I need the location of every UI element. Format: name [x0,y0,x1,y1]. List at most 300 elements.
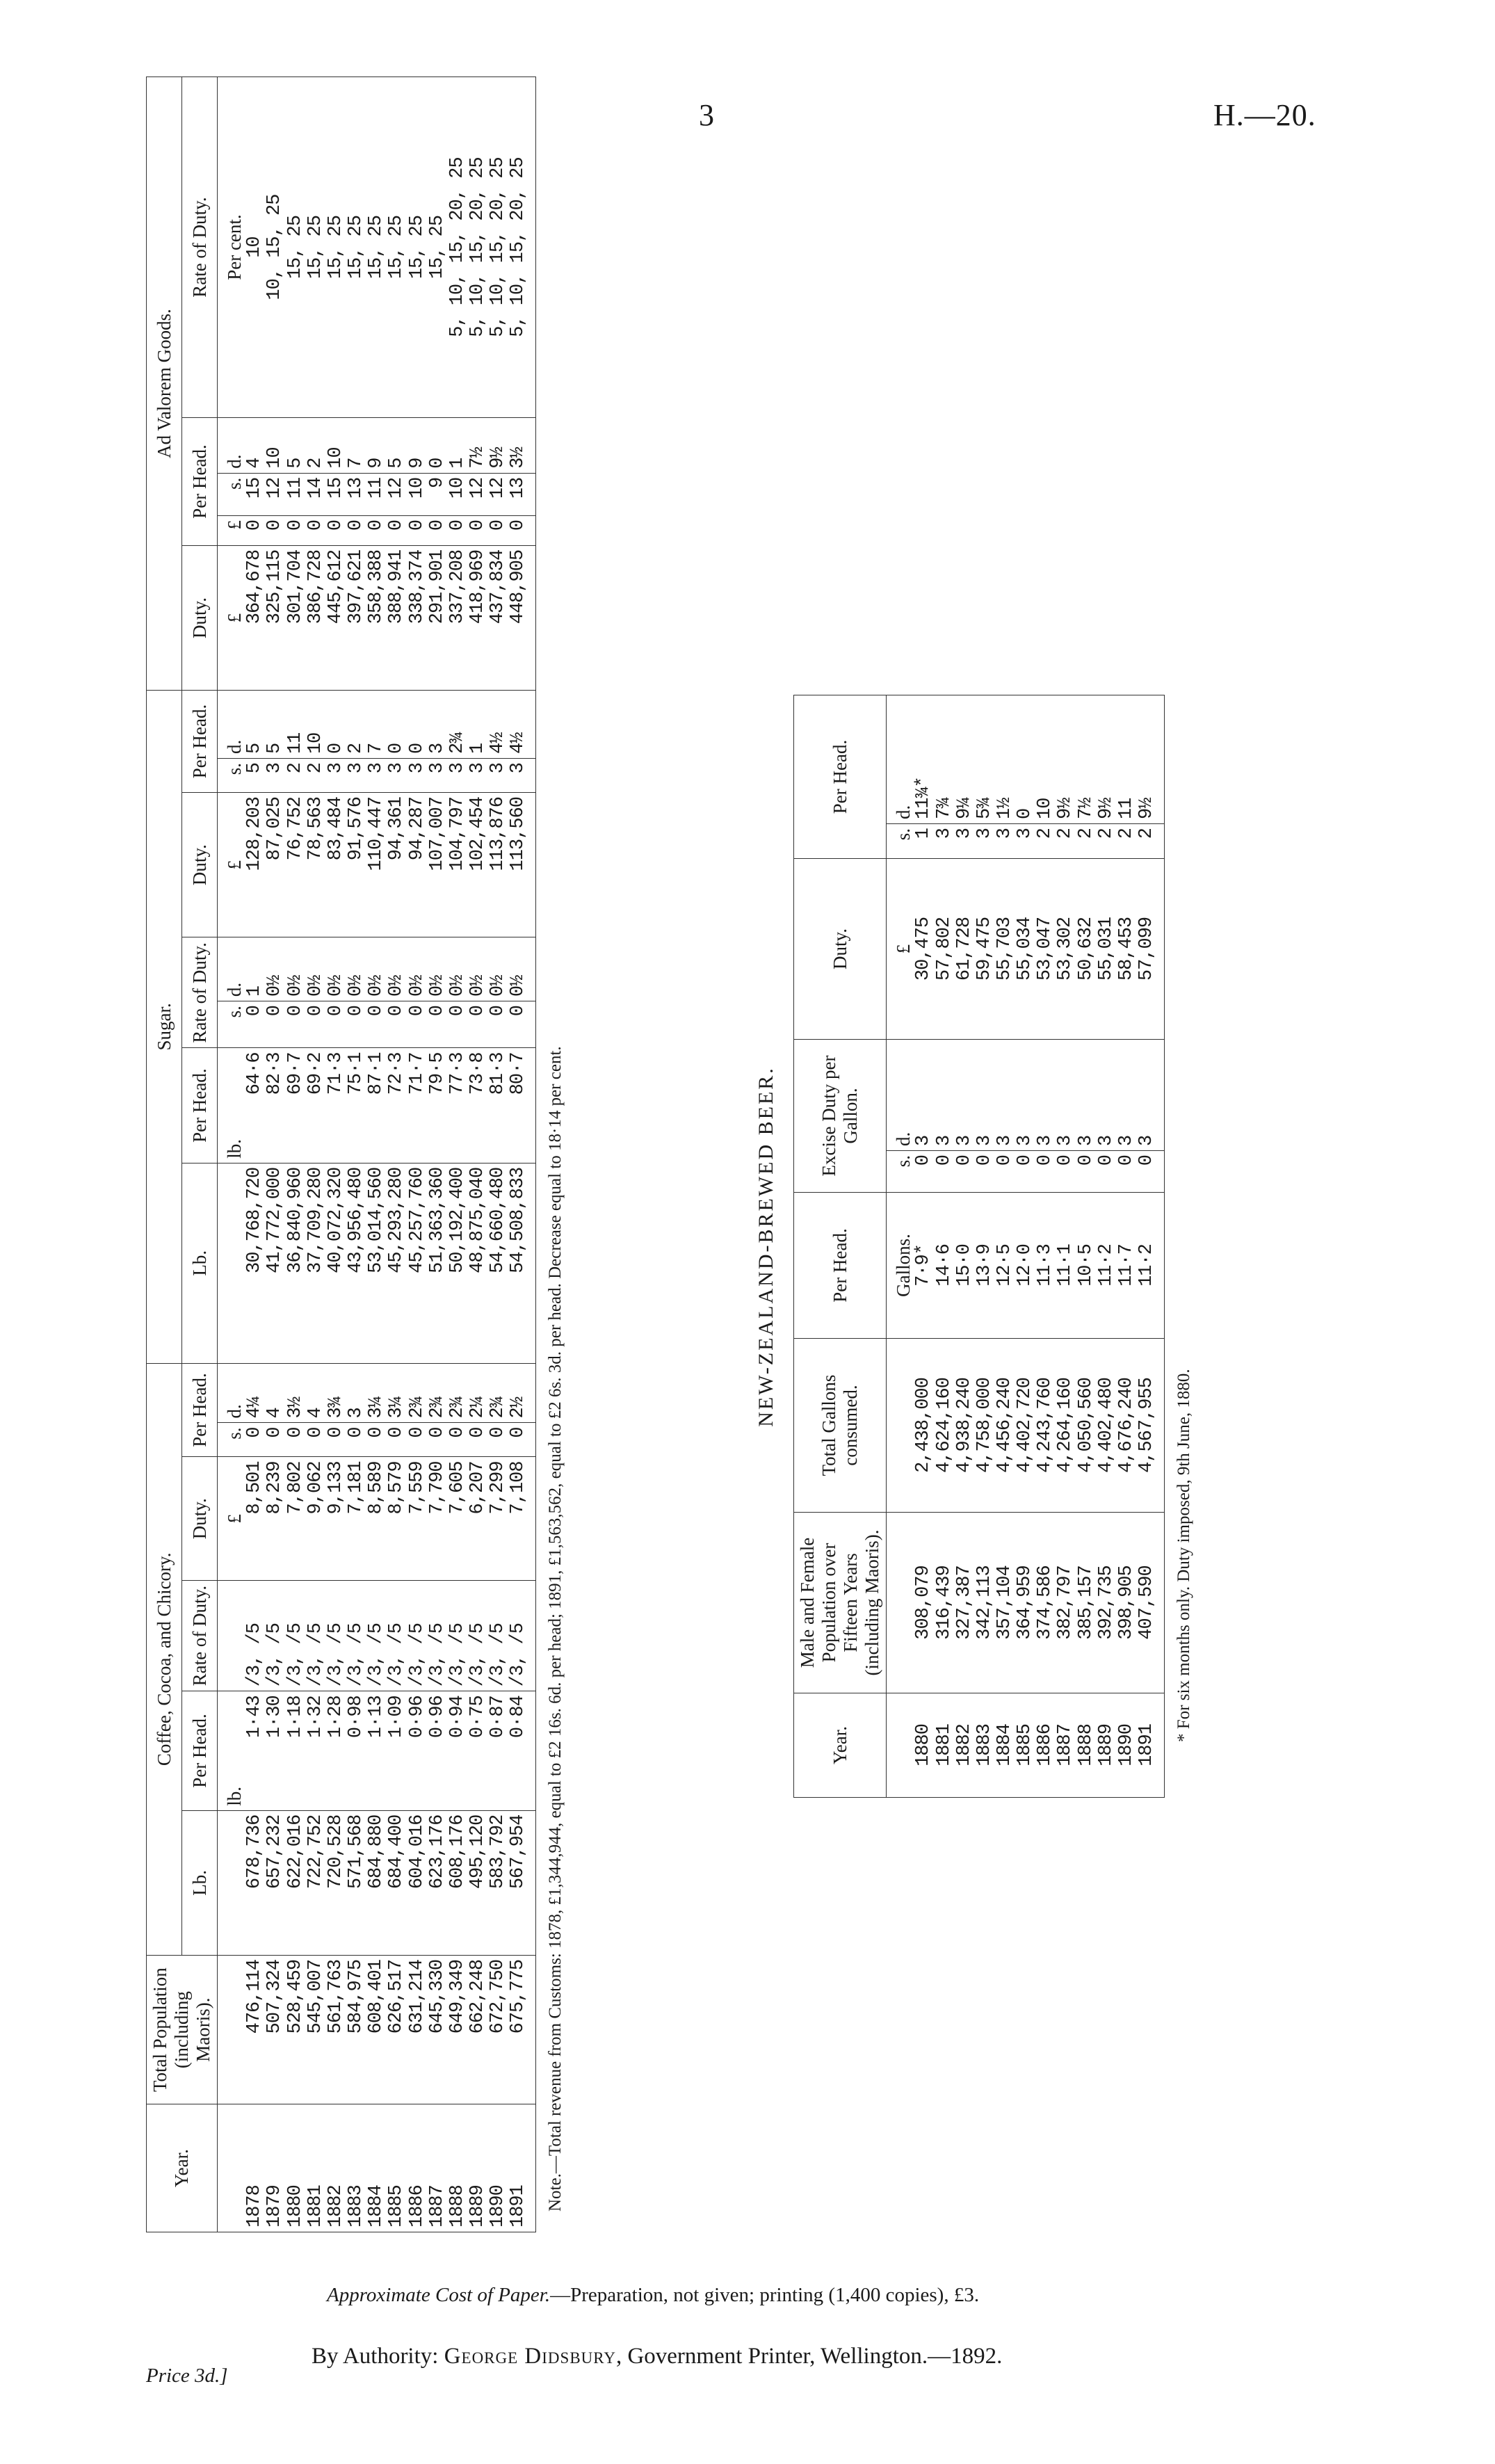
cell-coffee-duty: 8,589 [366,1457,387,1581]
cell-coffee-per-head: 1·30 [265,1691,285,1810]
cell-population: 662,248 [468,1955,488,2104]
cell-sugar-per-head: 87·1 [366,1048,387,1163]
cell-sugar-duty: 102,454 [468,793,488,937]
cell-sugar-rate-s: 0 [407,1001,428,1048]
table-row [935,695,955,1798]
printer-name: George Didsbury [444,2344,616,2369]
cell-beer-per-head: 11·3 [1035,1193,1056,1339]
table-row [1076,695,1097,1798]
cell-coffee-lb: 571,568 [346,1810,366,1955]
cell-adval-rate: 5, 10, 15, 20, 25 [488,77,508,418]
cell-coffee-per-head-d: 4 [265,1363,285,1423]
cell-sugar-duty: 110,447 [366,793,387,937]
table-row [488,77,508,2232]
cell-coffee-per-head: 0·75 [468,1691,488,1810]
cell-sugar-duty: 94,287 [407,793,428,937]
cell-coffee-rate: /3, /5 [306,1581,326,1691]
cell-beer-population: 327,387 [955,1513,975,1693]
cell-coffee-lb: 622,016 [286,1810,306,1955]
cell-beer-duty-per-head-s: 2 [1137,824,1165,859]
cell-adval-per-head-pound: 0 [488,515,508,545]
cell-beer-excise-d: 3 [1117,1040,1137,1151]
unit-pound: £ [218,1457,245,1581]
cell-coffee-per-head-d: 2½ [508,1363,536,1423]
unit-d: d. [218,937,245,1001]
cell-coffee-duty: 7,802 [286,1457,306,1581]
table-row [265,77,285,2232]
cell-adval-per-head-d: 7½ [468,418,488,474]
cell-adval-per-head-s: 12 [468,473,488,515]
cell-coffee-duty: 7,299 [488,1457,508,1581]
cell-sugar-per-head-d: 10 [306,691,326,759]
cell-coffee-duty: 7,790 [428,1457,448,1581]
cell-sugar-duty: 104,797 [448,793,468,937]
cell-beer-year: 1880 [914,1693,934,1798]
cell-adval-per-head-pound: 0 [407,515,428,545]
cell-adval-per-head-d: 9 [366,418,387,474]
cell-beer-duty: 53,047 [1035,859,1056,1040]
cell-adval-per-head-d: 5 [387,418,407,474]
cell-sugar-rate-d: 1 [245,937,265,1001]
cell-adval-duty: 338,374 [407,545,428,690]
cell-sugar-per-head-s: 3 [265,759,285,793]
table-row [286,77,306,2232]
cell-beer-per-head: 11·2 [1137,1193,1165,1339]
cell-sugar-per-head-d: 5 [265,691,285,759]
cell-sugar-rate-d: 0½ [407,937,428,1001]
cell-coffee-duty: 8,501 [245,1457,265,1581]
cell-sugar-per-head-d: 3 [428,691,448,759]
cell-sugar-rate-d: 0½ [428,937,448,1001]
cell-adval-per-head-d: 10 [265,418,285,474]
cell-adval-per-head-pound: 0 [366,515,387,545]
cell-sugar-rate-d: 0½ [326,937,346,1001]
cell-beer-gallons: 4,676,240 [1117,1339,1137,1513]
cell-sugar-per-head: 75·1 [346,1048,366,1163]
cell-year: 1891 [508,2104,536,2232]
cell-adval-per-head-d: 0 [428,418,448,474]
cell-adval-duty: 364,678 [245,545,265,690]
unit-gallons: Gallons. [887,1193,914,1339]
cell-coffee-per-head-d: 2¼ [468,1363,488,1423]
cell-year: 1890 [488,2104,508,2232]
col-sugar-rate: Rate of Duty. [182,937,218,1048]
cell-adval-duty: 301,704 [286,545,306,690]
cell-year: 1887 [428,2104,448,2232]
cell-beer-excise-d: 3 [1035,1040,1056,1151]
cell-coffee-per-head: 0·87 [488,1691,508,1810]
cell-adval-per-head-d: 4 [245,418,265,474]
table-row [346,77,366,2232]
cell-coffee-per-head-s: 0 [346,1423,366,1457]
cell-beer-excise-d: 3 [975,1040,995,1151]
cell-coffee-per-head: 1·09 [387,1691,407,1810]
cell-coffee-rate: /3, /5 [428,1581,448,1691]
cell-sugar-rate-s: 0 [265,1001,285,1048]
cell-sugar-per-head-s: 3 [428,759,448,793]
cell-coffee-per-head-s: 0 [508,1423,536,1457]
cell-beer-duty: 58,453 [1117,859,1137,1040]
table-row [975,695,995,1798]
cell-sugar-rate-d: 0½ [448,937,468,1001]
cell-coffee-per-head: 0·94 [448,1691,468,1810]
unit-lb: lb. [218,1691,245,1810]
cell-coffee-duty: 8,579 [387,1457,407,1581]
cell-sugar-per-head: 69·7 [286,1048,306,1163]
cell-beer-year: 1887 [1056,1693,1076,1798]
cell-coffee-per-head: 1·28 [326,1691,346,1810]
group-sugar: Sugar. [147,691,182,1364]
cell-sugar-per-head-d: 2 [346,691,366,759]
cell-adval-per-head-pound: 0 [387,515,407,545]
cell-beer-duty: 61,728 [955,859,975,1040]
col-sugar-per-head: Per Head. [182,1048,218,1163]
col-coffee-duty: Duty. [182,1457,218,1581]
cell-sugar-rate-d: 0½ [508,937,536,1001]
cell-adval-rate: 5, 10, 15, 20, 25 [448,77,468,418]
cell-beer-gallons: 4,938,240 [955,1339,975,1513]
cell-adval-duty: 418,969 [468,545,488,690]
table-row [245,77,265,2232]
cell-adval-rate: 15, 25 [286,77,306,418]
col-beer-duty: Duty. [794,859,887,1040]
cell-sugar-duty: 76,752 [286,793,306,937]
cell-coffee-rate: /3, /5 [286,1581,306,1691]
cell-beer-population: 392,735 [1097,1513,1117,1693]
cell-adval-duty: 445,612 [326,545,346,690]
authority-suffix: , Government Printer, Wellington.—1892. [615,2344,1003,2369]
cell-coffee-lb: 583,792 [488,1810,508,1955]
cell-beer-duty-per-head-s: 3 [1015,824,1035,859]
cell-population: 507,324 [265,1955,285,2104]
cell-adval-per-head-d: 9 [407,418,428,474]
table-row [428,77,448,2232]
cell-beer-per-head: 14·6 [935,1193,955,1339]
unit-d: d. [218,418,245,474]
col-year: Year. [147,2104,218,2232]
cell-coffee-per-head-d: 3½ [286,1363,306,1423]
cell-beer-population: 316,439 [935,1513,955,1693]
cell-beer-population: 382,797 [1056,1513,1076,1693]
cell-sugar-lb: 43,956,480 [346,1163,366,1363]
cell-year: 1888 [448,2104,468,2232]
cell-beer-duty: 55,703 [995,859,1015,1040]
cell-adval-per-head-pound: 0 [326,515,346,545]
cell-sugar-per-head-d: 7 [366,691,387,759]
table-row [1117,695,1137,1798]
cell-year: 1889 [468,2104,488,2232]
cell-beer-duty-per-head-d: 9¼ [955,695,975,824]
col-coffee-per-head: Per Head. [182,1691,218,1810]
cell-population: 626,517 [387,1955,407,2104]
col-beer-duty-per-head: Per Head. [794,695,887,859]
cell-beer-per-head: 11·2 [1097,1193,1117,1339]
cell-sugar-per-head-d: 0 [407,691,428,759]
cell-sugar-rate-s: 0 [468,1001,488,1048]
cell-adval-rate: 10, 15, 25 [265,77,285,418]
cell-sugar-rate-s: 0 [286,1001,306,1048]
cell-sugar-rate-s: 0 [488,1001,508,1048]
cell-coffee-per-head-d: 3 [346,1363,366,1423]
cell-sugar-lb: 48,875,040 [468,1163,488,1363]
cell-sugar-duty: 78,563 [306,793,326,937]
cell-adval-duty: 448,905 [508,545,536,690]
cell-sugar-per-head-d: 4½ [508,691,536,759]
cell-adval-per-head-pound: 0 [346,515,366,545]
cell-beer-population: 374,586 [1035,1513,1056,1693]
cell-sugar-lb: 53,014,560 [366,1163,387,1363]
cell-year: 1884 [366,2104,387,2232]
cell-beer-duty: 53,302 [1056,859,1076,1040]
cell-sugar-per-head: 79·5 [428,1048,448,1163]
cell-beer-per-head: 12·5 [995,1193,1015,1339]
cell-adval-duty: 386,728 [306,545,326,690]
cell-sugar-per-head: 71·7 [407,1048,428,1163]
cell-coffee-rate: /3, /5 [326,1581,346,1691]
cell-coffee-rate: /3, /5 [488,1581,508,1691]
cell-sugar-per-head: 82·3 [265,1048,285,1163]
table-row [366,77,387,2232]
cell-year: 1881 [306,2104,326,2232]
cell-coffee-per-head-d: 2¾ [448,1363,468,1423]
cell-beer-duty-per-head-s: 2 [1056,824,1076,859]
cell-sugar-per-head-s: 3 [387,759,407,793]
cell-adval-duty: 291,901 [428,545,448,690]
cell-beer-population: 407,590 [1137,1513,1165,1693]
table-row [1056,695,1076,1798]
cell-sugar-per-head-s: 3 [326,759,346,793]
cell-sugar-rate-d: 0½ [265,937,285,1001]
cell-sugar-per-head: 80·7 [508,1048,536,1163]
cell-beer-per-head: 15·0 [955,1193,975,1339]
cell-adval-per-head-s: 13 [508,473,536,515]
cell-beer-excise-s: 0 [955,1151,975,1193]
cell-beer-duty: 55,031 [1097,859,1117,1040]
cell-adval-per-head-pound: 0 [448,515,468,545]
cell-sugar-rate-s: 0 [326,1001,346,1048]
cell-sugar-rate-d: 0½ [468,937,488,1001]
cell-beer-duty-per-head-s: 2 [1035,824,1056,859]
cell-sugar-duty: 113,876 [488,793,508,937]
cell-beer-population: 385,157 [1076,1513,1097,1693]
cell-adval-per-head-d: 10 [326,418,346,474]
unit-lb: lb. [218,1048,245,1163]
cell-beer-duty-per-head-s: 1 [914,824,934,859]
cost-text: —Preparation, not given; printing (1,400 copies), £3. [550,2284,980,2306]
cell-coffee-rate: /3, /5 [265,1581,285,1691]
cell-beer-duty: 30,475 [914,859,934,1040]
cell-coffee-per-head-d: 4¼ [245,1363,265,1423]
col-adval-rate: Rate of Duty. [182,77,218,418]
cell-sugar-per-head-s: 3 [508,759,536,793]
unit-s: s. [887,824,914,859]
cell-population: 672,750 [488,1955,508,2104]
cell-coffee-rate: /3, /5 [448,1581,468,1691]
cell-beer-year: 1890 [1117,1693,1137,1798]
cell-coffee-per-head: 1·18 [286,1691,306,1810]
table-row [306,77,326,2232]
cell-adval-per-head-pound: 0 [508,515,536,545]
cell-sugar-rate-s: 0 [306,1001,326,1048]
cell-beer-year: 1884 [995,1693,1015,1798]
unit-d: d. [887,695,914,824]
cost-label: Approximate Cost of Paper. [327,2284,551,2306]
cell-sugar-rate-d: 0½ [346,937,366,1001]
customs-note: Note.—Total revenue from Customs: 1878, £1,344,944, equal to £2 16s. 6d. per head; 1891, £1,563,562, equal to £2 6s. 3d. per head. Decrease equal to 18·14 per cent. [546,1046,565,2212]
cell-sugar-per-head-s: 5 [245,759,265,793]
cell-beer-excise-s: 0 [995,1151,1015,1193]
table-row [448,77,468,2232]
unit-s: s. [218,473,245,515]
cell-coffee-rate: /3, /5 [468,1581,488,1691]
cell-sugar-per-head-s: 2 [306,759,326,793]
cell-sugar-rate-s: 0 [245,1001,265,1048]
cell-coffee-per-head-s: 0 [326,1423,346,1457]
cell-sugar-per-head: 77·3 [448,1048,468,1163]
document-reference: H.—20. [1213,98,1316,132]
beer-footnote: * For six months only. Duty imposed, 9th June, 1880. [1174,1369,1194,1742]
cell-sugar-duty: 83,484 [326,793,346,937]
cell-beer-excise-d: 3 [1015,1040,1035,1151]
unit-d: d. [218,1363,245,1423]
cell-beer-duty-per-head-d: 1½ [995,695,1015,824]
cell-sugar-rate-d: 0½ [387,937,407,1001]
cell-adval-rate: 15, 25 [306,77,326,418]
cell-adval-per-head-d: 3½ [508,418,536,474]
cell-beer-year: 1888 [1076,1693,1097,1798]
cell-beer-excise-d: 3 [995,1040,1015,1151]
authority-line [312,2344,1002,2369]
cell-sugar-per-head: 69·2 [306,1048,326,1163]
cell-beer-per-head: 11·7 [1117,1193,1137,1339]
cell-adval-rate: 15, 25 [326,77,346,418]
cell-coffee-duty: 7,605 [448,1457,468,1581]
cell-year: 1878 [245,2104,265,2232]
cell-coffee-duty: 7,559 [407,1457,428,1581]
cell-adval-duty: 397,621 [346,545,366,690]
cell-coffee-rate: /3, /5 [387,1581,407,1691]
table-row [326,77,346,2232]
cell-beer-duty-per-head-d: 0 [1015,695,1035,824]
cell-beer-duty: 50,632 [1076,859,1097,1040]
cell-coffee-per-head-s: 0 [488,1423,508,1457]
cell-population: 476,114 [245,1955,265,2104]
cell-beer-excise-d: 3 [955,1040,975,1151]
cell-coffee-per-head-s: 0 [306,1423,326,1457]
beer-table-title: NEW-ZEALAND-BREWED BEER. [754,1066,777,1427]
cell-beer-duty-per-head-d: 7¾ [935,695,955,824]
cell-beer-duty-per-head-s: 3 [935,824,955,859]
cell-beer-excise-s: 0 [935,1151,955,1193]
cell-coffee-duty: 9,062 [306,1457,326,1581]
table-row [1097,695,1117,1798]
cell-adval-per-head-s: 15 [326,473,346,515]
col-coffee-rate: Rate of Duty. [182,1581,218,1691]
col-adval-per-head: Per Head. [182,418,218,546]
cell-coffee-per-head-s: 0 [265,1423,285,1457]
table-row [468,77,488,2232]
cell-coffee-rate: /3, /5 [366,1581,387,1691]
cell-beer-duty-per-head-d: 7½ [1076,695,1097,824]
cell-adval-per-head-pound: 0 [428,515,448,545]
cell-beer-year: 1891 [1137,1693,1165,1798]
cell-sugar-rate-s: 0 [366,1001,387,1048]
cell-beer-duty-per-head-s: 3 [995,824,1015,859]
cell-beer-year: 1889 [1097,1693,1117,1798]
cell-coffee-duty: 6,207 [468,1457,488,1581]
cell-sugar-duty: 113,560 [508,793,536,937]
cell-sugar-duty: 107,007 [428,793,448,937]
table-row [995,695,1015,1798]
cell-beer-duty-per-head-d: 11¾* [914,695,934,824]
cell-adval-per-head-d: 7 [346,418,366,474]
unit-s: s. [218,1423,245,1457]
cell-sugar-lb: 50,192,400 [448,1163,468,1363]
cell-beer-population: 357,104 [995,1513,1015,1693]
cell-coffee-per-head-s: 0 [468,1423,488,1457]
cell-coffee-per-head: 1·13 [366,1691,387,1810]
cell-beer-excise-s: 0 [1137,1151,1165,1193]
table-row [914,695,934,1798]
cell-adval-rate: 5, 10, 15, 20, 25 [508,77,536,418]
cell-beer-excise-s: 0 [1117,1151,1137,1193]
cell-coffee-rate: /3, /5 [245,1581,265,1691]
cell-beer-per-head: 10·5 [1076,1193,1097,1339]
cell-adval-duty: 388,941 [387,545,407,690]
cell-beer-population: 308,079 [914,1513,934,1693]
cell-population: 608,401 [366,1955,387,2104]
cell-sugar-lb: 54,508,833 [508,1163,536,1363]
cell-beer-duty-per-head-d: 5¾ [975,695,995,824]
cell-sugar-lb: 54,660,480 [488,1163,508,1363]
cell-sugar-per-head-d: 1 [468,691,488,759]
cell-beer-per-head: 12·0 [1015,1193,1035,1339]
cell-sugar-per-head-s: 3 [468,759,488,793]
cell-sugar-lb: 37,709,280 [306,1163,326,1363]
cell-adval-rate: 15, 25 [366,77,387,418]
cell-adval-rate: 10 [245,77,265,418]
cell-sugar-lb: 30,768,720 [245,1163,265,1363]
cost-of-paper-line [327,2284,979,2307]
cell-beer-per-head: 11·1 [1056,1193,1076,1339]
cell-coffee-per-head-s: 0 [286,1423,306,1457]
cell-adval-per-head-s: 15 [245,473,265,515]
cell-beer-gallons: 4,567,955 [1137,1339,1165,1513]
cell-beer-gallons: 4,402,480 [1097,1339,1117,1513]
cell-beer-excise-d: 3 [1097,1040,1117,1151]
cell-beer-excise-s: 0 [914,1151,934,1193]
cell-adval-per-head-s: 10 [407,473,428,515]
cell-beer-gallons: 4,050,560 [1076,1339,1097,1513]
cell-sugar-lb: 41,772,000 [265,1163,285,1363]
cell-sugar-duty: 91,576 [346,793,366,937]
cell-year: 1885 [387,2104,407,2232]
col-beer-population: Male and Female Population over Fifteen Years (including Maoris). [794,1513,887,1693]
cell-sugar-per-head: 72·3 [387,1048,407,1163]
cell-population: 675,775 [508,1955,536,2104]
cell-sugar-per-head-s: 3 [488,759,508,793]
unit-pound: £ [218,545,245,690]
cell-coffee-per-head-d: 3¾ [326,1363,346,1423]
cell-coffee-per-head-d: 3¼ [387,1363,407,1423]
cell-coffee-per-head-s: 0 [245,1423,265,1457]
cell-population: 545,007 [306,1955,326,2104]
cell-coffee-duty: 8,239 [265,1457,285,1581]
cell-sugar-rate-d: 0½ [366,937,387,1001]
cell-adval-per-head-s: 12 [387,473,407,515]
cell-sugar-rate-s: 0 [387,1001,407,1048]
cell-adval-per-head-d: 2 [306,418,326,474]
